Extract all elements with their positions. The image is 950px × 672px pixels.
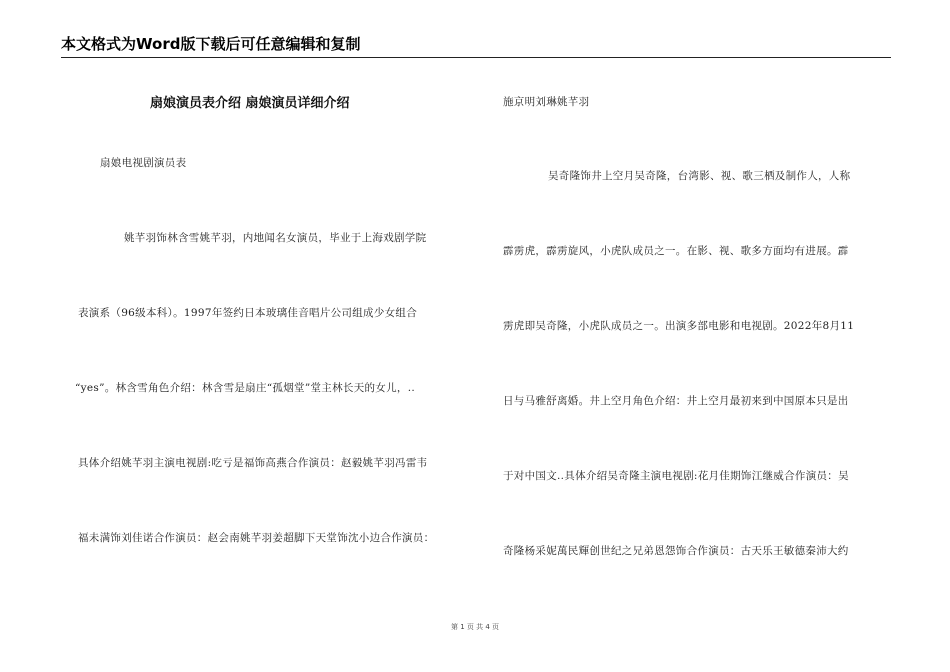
header-rule (61, 57, 891, 58)
paragraph-line: 姚芊羽饰林含雪姚芊羽，内地闻名女演员，毕业于上海戏剧学院 (124, 232, 427, 244)
paragraph-line: “yes”。林含雪角色介绍：林含雪是扇庄“孤烟堂”堂主林长天的女儿，.. (75, 382, 415, 394)
paragraph-line: 于对中国文..具体介绍吴奇隆主演电视剧:花月佳期饰江继威合作演员：吴 (503, 470, 849, 482)
paragraph-line: 具体介绍姚芊羽主演电视剧:吃亏是福饰高燕合作演员：赵毅姚芊羽冯雷韦 (78, 457, 428, 469)
paragraph-line: 福未满饰刘佳诺合作演员：赵会南姚芊羽姜超脚下天堂饰沈小边合作演员： (78, 532, 435, 544)
paragraph-line: 霹雳虎，霹雳旋风，小虎队成员之一。在影、视、歌多方面均有进展。霹 (503, 245, 849, 257)
paragraph-line: 扇娘电视剧演员表 (100, 157, 187, 169)
page-header: 本文格式为Word版下载后可任意编辑和复制 (61, 35, 361, 53)
paragraph-line: 表演系（96级本科）。1997年签约日本玻璃佳音唱片公司组成少女组合 (78, 307, 418, 319)
paragraph-line: 日与马雅舒离婚。井上空月角色介绍：井上空月最初来到中国原本只是出 (503, 395, 849, 407)
paragraph-line: 吴奇隆饰井上空月吴奇隆，台湾影、视、歌三栖及制作人，人称 (548, 170, 851, 182)
paragraph-line: 施京明刘琳姚芊羽 (503, 96, 590, 108)
paragraph-line: 奇隆杨采妮萬民輝创世纪之兄弟恩怨饰合作演员：古天乐王敏德秦沛大约 (503, 545, 849, 557)
page-footer: 第 1 页 共 4 页 (450, 623, 500, 631)
paragraph-line: 雳虎即吴奇隆，小虎队成员之一。出演多部电影和电视剧。2022年8月11 (503, 320, 855, 332)
document-title: 扇娘演员表介绍 扇娘演员详细介绍 (150, 96, 350, 111)
